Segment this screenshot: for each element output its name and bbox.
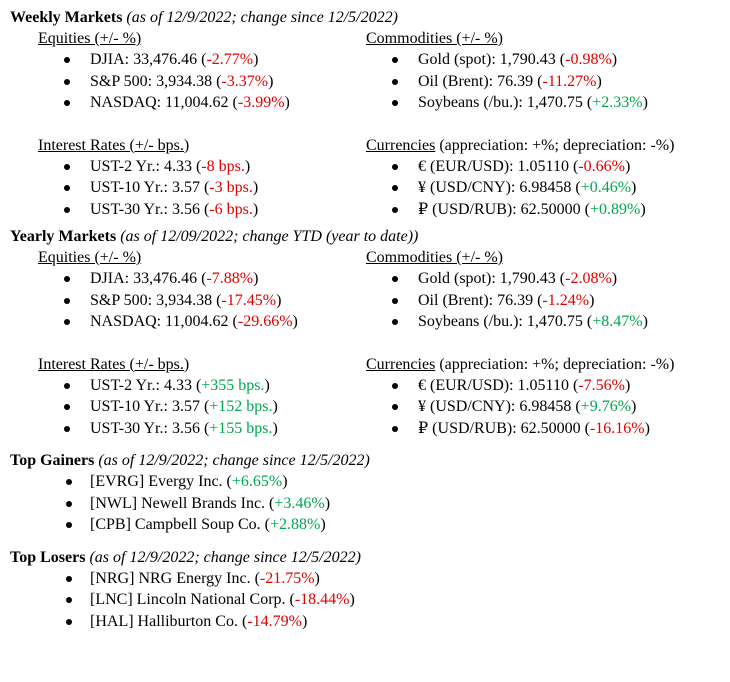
- weekly-commodities-list: [366, 49, 725, 114]
- yearly-row-1: [10, 247, 725, 333]
- item-label: € (EUR/USD): 1.05110 (: [418, 157, 579, 175]
- closing-paren: ): [276, 291, 282, 309]
- weekly-equities-list: [38, 49, 366, 114]
- weekly-rates: [10, 135, 366, 221]
- closing-paren: ): [349, 591, 355, 608]
- loss-value: -8 bps.: [201, 157, 245, 175]
- weekly-commodities: [366, 28, 725, 114]
- closing-paren: ): [284, 94, 290, 111]
- yearly-markets-heading: Yearly Markets (as of 12/09/2022; change YTD (year to date)): [10, 228, 419, 245]
- item-label: [EVRG] Evergy Inc. (: [90, 473, 232, 490]
- item-label: Gold (spot): 1,790.43 (: [418, 51, 566, 68]
- list-item: [366, 156, 725, 178]
- yearly-rates-list: [38, 375, 366, 440]
- closing-paren: ): [324, 494, 331, 512]
- loss-value: -21.75%: [259, 569, 315, 587]
- item-label: [HAL] Halliburton Co. (: [90, 612, 248, 630]
- closing-paren: ): [644, 419, 650, 437]
- list-item: [38, 156, 366, 178]
- closing-paren: ): [244, 157, 251, 175]
- list-item: [10, 568, 725, 590]
- closing-paren: ): [589, 291, 595, 309]
- item-label: ¥ (USD/CNY): 6.98458 (: [418, 398, 581, 415]
- item-label: NASDAQ: 11,004.62 (: [90, 94, 238, 111]
- list-item: [366, 290, 725, 312]
- loss-value: -0.66%: [578, 157, 625, 175]
- list-item: [38, 396, 366, 418]
- weekly-row-1: [10, 28, 725, 114]
- item-label: S&P 500: 3,934.38 (: [90, 72, 222, 90]
- loss-value: -11.27%: [542, 72, 597, 90]
- closing-paren: ): [624, 376, 631, 394]
- weekly-row-2: [10, 135, 725, 221]
- yearly-currencies: [366, 354, 725, 440]
- item-label: [LNC] Lincoln National Corp. (: [90, 591, 295, 608]
- list-item: [38, 199, 366, 221]
- closing-paren: ): [631, 398, 637, 415]
- item-label: Gold (spot): 1,790.43 (: [418, 270, 566, 287]
- item-label: DJIA: 33,476.46 (: [90, 51, 207, 68]
- yearly-currencies-note: (appreciation: +%; depreciation: -%): [435, 355, 675, 373]
- list-item: [366, 71, 725, 93]
- top-losers-list: [10, 568, 725, 633]
- loss-value: -3.37%: [221, 72, 269, 90]
- list-item: [10, 493, 725, 515]
- gain-value: +8.47%: [592, 313, 643, 330]
- closing-paren: ): [611, 51, 618, 68]
- list-item: [10, 611, 725, 633]
- item-label: NASDAQ: 11,004.62 (: [90, 313, 238, 330]
- item-label: Soybeans (/bu.): 1,470.75 (: [418, 94, 593, 111]
- top-losers-heading: Top Losers (as of 12/9/2022; change since 12/5/2022): [10, 548, 361, 566]
- list-item: [38, 290, 366, 312]
- weekly-markets-heading: Weekly Markets (as of 12/9/2022; change since 12/5/2022): [10, 9, 398, 26]
- closing-paren: ): [611, 270, 618, 287]
- list-item: [38, 375, 366, 397]
- item-label: UST-30 Yr.: 3.56 (: [90, 200, 210, 218]
- item-label: S&P 500: 3,934.38 (: [90, 291, 222, 309]
- item-label: ¥ (USD/CNY): 6.98458 (: [418, 179, 581, 196]
- yearly-currencies-heading: Currencies: [366, 355, 436, 373]
- gain-value: +355 bps.: [201, 376, 265, 394]
- weekly-rates-list: [38, 156, 366, 221]
- closing-paren: ): [320, 516, 326, 533]
- item-label: UST-30 Yr.: 3.56 (: [90, 419, 210, 437]
- loss-value: -6 bps.: [209, 200, 253, 218]
- loss-value: -16.16%: [589, 419, 645, 437]
- item-label: ₽ (USD/RUB): 62.50000 (: [418, 200, 590, 218]
- list-item: [38, 49, 366, 71]
- gain-value: +3.46%: [274, 494, 325, 512]
- list-item: [38, 92, 366, 114]
- gain-value: +0.89%: [589, 200, 641, 218]
- list-item: [38, 177, 366, 199]
- gain-value: +0.46%: [580, 179, 632, 196]
- loss-value: -2.08%: [565, 270, 612, 287]
- weekly-currencies-note: (appreciation: +%; depreciation: -%): [435, 136, 675, 154]
- list-item: [366, 418, 725, 440]
- list-item: [10, 589, 725, 611]
- list-item: [38, 71, 366, 93]
- item-label: UST-2 Yr.: 4.33 (: [90, 376, 202, 394]
- closing-paren: ): [596, 72, 602, 90]
- item-label: Soybeans (/bu.): 1,470.75 (: [418, 313, 593, 330]
- yearly-currencies-list: [366, 375, 725, 440]
- loss-value: -3.99%: [237, 94, 285, 111]
- yearly-equities: [10, 247, 366, 333]
- closing-paren: ): [631, 179, 637, 196]
- closing-paren: ): [272, 398, 278, 415]
- closing-paren: ): [253, 51, 259, 68]
- yearly-commodities-heading: Commodities (+/- %): [366, 249, 504, 266]
- list-item: [366, 92, 725, 114]
- closing-paren: ): [314, 569, 320, 587]
- yearly-equities-list: [38, 268, 366, 333]
- market-summary-document: [10, 7, 725, 632]
- list-item: [38, 418, 366, 440]
- loss-value: -17.45%: [221, 291, 277, 309]
- closing-paren: ): [268, 72, 274, 90]
- closing-paren: ): [253, 270, 259, 287]
- closing-paren: ): [642, 313, 648, 330]
- closing-paren: ): [624, 157, 631, 175]
- loss-value: -7.88%: [206, 270, 254, 287]
- item-label: [NRG] NRG Energy Inc. (: [90, 569, 260, 587]
- closing-paren: ): [640, 200, 646, 218]
- weekly-currencies: [366, 135, 725, 221]
- closing-paren: ): [252, 179, 259, 196]
- item-label: UST-10 Yr.: 3.57 (: [90, 179, 210, 196]
- yearly-equities-heading: Equities (+/- %): [38, 249, 142, 266]
- yearly-commodities: [366, 247, 725, 333]
- loss-value: -2.77%: [206, 51, 254, 68]
- item-label: [NWL] Newell Brands Inc. (: [90, 494, 275, 512]
- loss-value: -14.79%: [247, 612, 302, 630]
- gain-value: +9.76%: [580, 398, 632, 415]
- closing-paren: ): [301, 612, 308, 630]
- closing-paren: ): [292, 313, 298, 330]
- yearly-rates: [10, 354, 366, 440]
- list-item: [366, 177, 725, 199]
- item-label: Oil (Brent): 76.39 (: [418, 291, 543, 309]
- gain-value: +2.33%: [592, 94, 643, 111]
- loss-value: -1.24%: [542, 291, 590, 309]
- item-label: Oil (Brent): 76.39 (: [418, 72, 543, 90]
- loss-value: -7.56%: [578, 376, 625, 394]
- item-label: ₽ (USD/RUB): 62.50000 (: [418, 419, 590, 437]
- closing-paren: ): [252, 200, 259, 218]
- item-label: DJIA: 33,476.46 (: [90, 270, 207, 287]
- weekly-commodities-heading: Commodities (+/- %): [366, 30, 504, 47]
- item-label: € (EUR/USD): 1.05110 (: [418, 376, 579, 394]
- top-gainers-list: [10, 471, 725, 536]
- list-item: [366, 396, 725, 418]
- list-item: [38, 268, 366, 290]
- closing-paren: ): [642, 94, 648, 111]
- weekly-currencies-heading: Currencies: [366, 136, 436, 154]
- gain-value: +6.65%: [231, 473, 283, 490]
- list-item: [366, 375, 725, 397]
- weekly-equities-heading: Equities (+/- %): [38, 30, 142, 47]
- list-item: [366, 311, 725, 333]
- closing-paren: ): [264, 376, 270, 394]
- item-label: UST-2 Yr.: 4.33 (: [90, 157, 202, 175]
- top-gainers-heading: Top Gainers (as of 12/9/2022; change since 12/5/2022): [10, 452, 370, 469]
- closing-paren: ): [272, 419, 278, 437]
- gain-value: +2.88%: [270, 516, 321, 533]
- loss-value: -29.66%: [237, 313, 293, 330]
- yearly-rates-heading: Interest Rates (+/- bps.): [38, 355, 190, 373]
- item-label: [CPB] Campbell Soup Co. (: [90, 516, 271, 533]
- list-item: [10, 471, 725, 493]
- list-item: [10, 514, 725, 536]
- weekly-rates-heading: Interest Rates (+/- bps.): [38, 136, 190, 154]
- list-item: [366, 268, 725, 290]
- yearly-row-2: [10, 354, 725, 440]
- gain-value: +155 bps.: [209, 419, 273, 437]
- loss-value: -3 bps.: [209, 179, 253, 196]
- weekly-currencies-list: [366, 156, 725, 221]
- loss-value: -18.44%: [294, 591, 350, 608]
- yearly-commodities-list: [366, 268, 725, 333]
- gain-value: +152 bps.: [209, 398, 273, 415]
- weekly-equities: [10, 28, 366, 114]
- list-item: [366, 49, 725, 71]
- closing-paren: ): [282, 473, 288, 490]
- item-label: UST-10 Yr.: 3.57 (: [90, 398, 210, 415]
- loss-value: -0.98%: [565, 51, 612, 68]
- list-item: [366, 199, 725, 221]
- list-item: [38, 311, 366, 333]
